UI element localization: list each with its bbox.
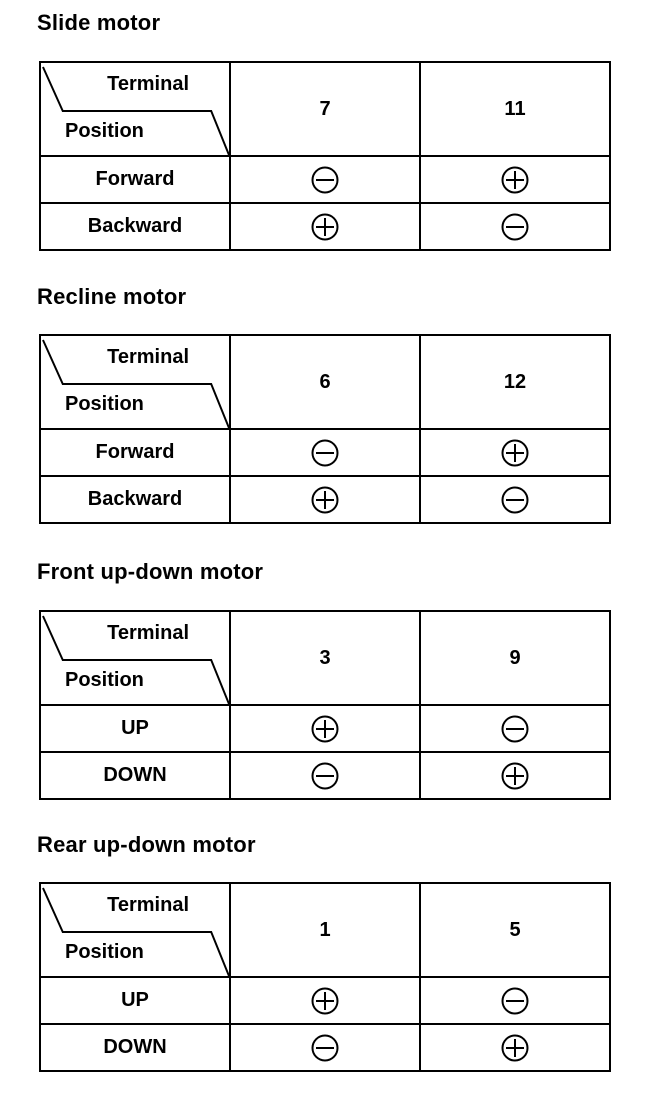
- position-label: UP: [40, 977, 230, 1024]
- circled-plus-icon: [310, 485, 340, 515]
- terminal-table: [39, 882, 611, 1072]
- circled-plus-icon: [500, 165, 530, 195]
- position-label: DOWN: [40, 1024, 230, 1071]
- header-corner-cell: [40, 335, 230, 429]
- circled-plus-icon: [500, 1033, 530, 1063]
- terminal-number: 6: [230, 335, 420, 429]
- terminal-number: 12: [420, 335, 610, 429]
- circled-minus-icon: [310, 761, 340, 791]
- circled-minus-icon: [310, 1033, 340, 1063]
- header-position-label: Position: [65, 941, 144, 963]
- section-title: Front up-down motor: [37, 559, 264, 584]
- polarity-cell: [420, 1024, 610, 1071]
- polarity-cell: [420, 705, 610, 752]
- header-terminal-label: Terminal: [107, 894, 189, 916]
- polarity-cell: [230, 203, 420, 250]
- polarity-cell: [230, 752, 420, 799]
- polarity-cell: [420, 203, 610, 250]
- circled-plus-icon: [310, 714, 340, 744]
- header-position-label: Position: [65, 393, 144, 415]
- circled-minus-icon: [500, 212, 530, 242]
- position-label: Backward: [40, 476, 230, 523]
- polarity-cell: [420, 752, 610, 799]
- terminal-number: 9: [420, 611, 610, 705]
- position-label: UP: [40, 705, 230, 752]
- polarity-cell: [230, 429, 420, 476]
- header-terminal-label: Terminal: [107, 73, 189, 95]
- position-label: Forward: [40, 156, 230, 203]
- terminal-table: [39, 61, 611, 251]
- circled-plus-icon: [310, 986, 340, 1016]
- position-label: Backward: [40, 203, 230, 250]
- circled-plus-icon: [500, 761, 530, 791]
- header-position-label: Position: [65, 120, 144, 142]
- polarity-cell: [230, 476, 420, 523]
- terminal-table: [39, 334, 611, 524]
- polarity-cell: [230, 705, 420, 752]
- circled-minus-icon: [310, 438, 340, 468]
- circled-minus-icon: [500, 714, 530, 744]
- terminal-table: [39, 610, 611, 800]
- position-label: DOWN: [40, 752, 230, 799]
- terminal-number: 11: [420, 62, 610, 156]
- section-title: Rear up-down motor: [37, 832, 256, 857]
- polarity-cell: [420, 977, 610, 1024]
- polarity-cell: [230, 977, 420, 1024]
- header-corner-cell: [40, 883, 230, 977]
- circled-minus-icon: [500, 986, 530, 1016]
- terminal-number: 5: [420, 883, 610, 977]
- circled-minus-icon: [310, 165, 340, 195]
- terminal-number: 1: [230, 883, 420, 977]
- section-title: Slide motor: [37, 10, 161, 35]
- circled-plus-icon: [310, 212, 340, 242]
- position-label: Forward: [40, 429, 230, 476]
- terminal-number: 3: [230, 611, 420, 705]
- section-title: Recline motor: [37, 284, 187, 309]
- header-terminal-label: Terminal: [107, 346, 189, 368]
- header-position-label: Position: [65, 669, 144, 691]
- header-corner-cell: [40, 611, 230, 705]
- polarity-cell: [420, 156, 610, 203]
- terminal-number: 7: [230, 62, 420, 156]
- polarity-cell: [230, 1024, 420, 1071]
- polarity-cell: [230, 156, 420, 203]
- header-corner-cell: [40, 62, 230, 156]
- polarity-cell: [420, 429, 610, 476]
- circled-plus-icon: [500, 438, 530, 468]
- polarity-cell: [420, 476, 610, 523]
- circled-minus-icon: [500, 485, 530, 515]
- header-terminal-label: Terminal: [107, 622, 189, 644]
